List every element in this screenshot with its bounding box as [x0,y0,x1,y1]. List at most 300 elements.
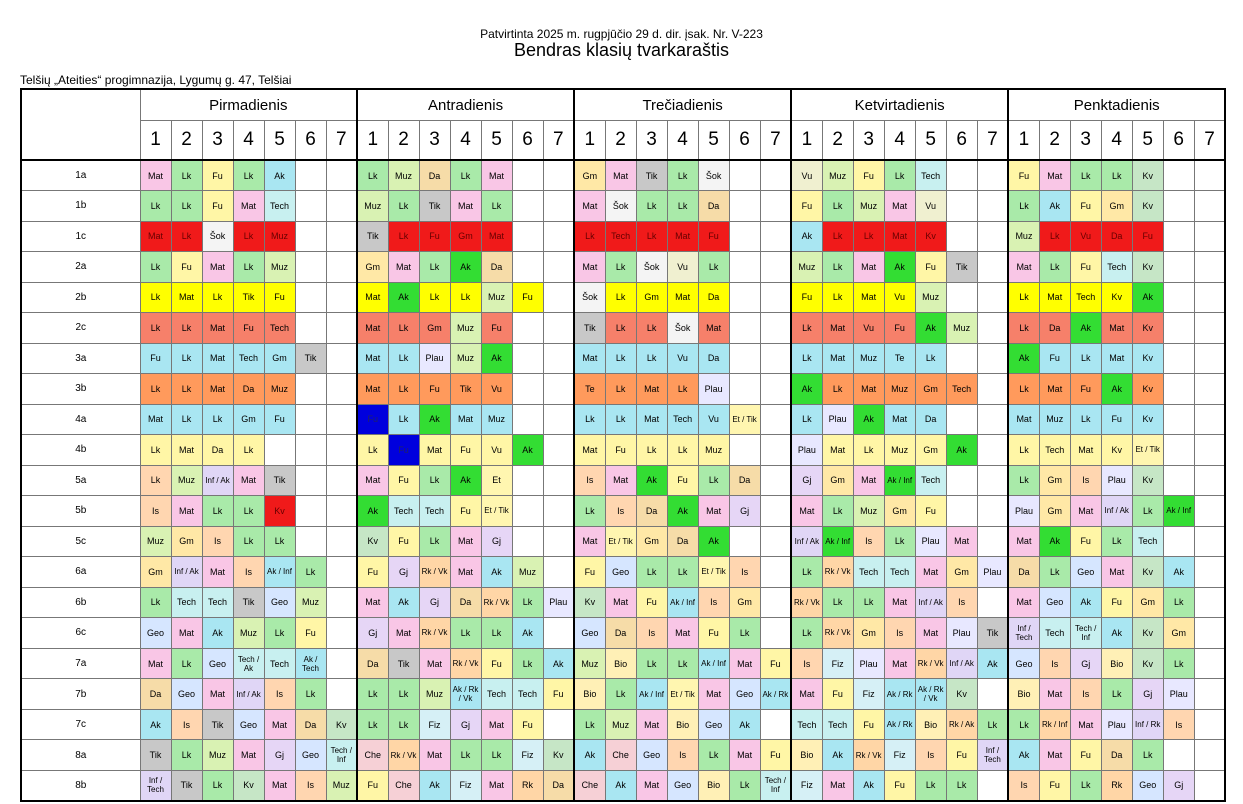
empty-cell [543,618,574,649]
lesson-cell: Geo [667,770,698,801]
lesson-cell: Rk / Vk [822,557,853,588]
lesson-cell: Gm [1039,496,1070,527]
lesson-cell: Kv [915,221,946,252]
empty-cell [1163,343,1194,374]
lesson-cell: Muz [264,252,295,283]
lesson-cell: Gm [1039,465,1070,496]
lesson-cell: Muz [915,282,946,313]
lesson-cell: Ak [1008,343,1039,374]
period-number: 7 [977,121,1008,161]
lesson-cell: Mat [698,496,729,527]
lesson-cell: Fu [357,557,388,588]
lesson-cell: Lk [233,221,264,252]
lesson-cell: Lk [729,618,760,649]
lesson-cell: Lk [1101,526,1132,557]
period-number: 6 [946,121,977,161]
lesson-cell: Geo [202,648,233,679]
lesson-cell: Lk [171,648,202,679]
lesson-cell: Lk [667,648,698,679]
lesson-cell: Fiz [512,740,543,771]
lesson-cell: Lk [419,465,450,496]
lesson-cell: Lk [1008,282,1039,313]
lesson-cell: Mat [822,770,853,801]
lesson-cell: Mat [667,282,698,313]
lesson-cell: Šok [698,160,729,191]
lesson-cell: Fu [1101,587,1132,618]
lesson-cell: Plau [419,343,450,374]
lesson-cell: Is [140,496,171,527]
lesson-cell: Mat [791,679,822,710]
empty-cell [326,587,357,618]
lesson-cell: Muz [450,343,481,374]
empty-cell [295,191,326,222]
empty-cell [1194,252,1225,283]
lesson-cell: Lk [791,313,822,344]
lesson-cell: Lk [481,191,512,222]
lesson-cell: Tik [388,648,419,679]
lesson-cell: Muz [853,496,884,527]
period-number: 1 [1008,121,1039,161]
lesson-cell: Plau [1101,709,1132,740]
lesson-cell: Lk [388,404,419,435]
class-name: 2a [21,252,140,283]
empty-cell [512,160,543,191]
lesson-cell: Ak [388,282,419,313]
lesson-cell: Ak [1163,557,1194,588]
lesson-cell: Plau [543,587,574,618]
class-name: 7c [21,709,140,740]
lesson-cell: Muz [574,648,605,679]
lesson-cell: Mat [171,435,202,466]
lesson-cell: Tech [884,557,915,588]
lesson-cell: Lk [1070,770,1101,801]
lesson-cell: Is [1008,770,1039,801]
class-name: 5b [21,496,140,527]
lesson-cell: Mat [574,252,605,283]
empty-cell [729,160,760,191]
lesson-cell: Gm [233,404,264,435]
lesson-cell: Plau [1163,679,1194,710]
lesson-cell: Mat [357,282,388,313]
lesson-cell: Mat [574,526,605,557]
lesson-cell: Kv [1132,557,1163,588]
lesson-cell: Tech [388,496,419,527]
lesson-cell: Gm [1163,618,1194,649]
lesson-cell: Tik [574,313,605,344]
lesson-cell: Mat [667,221,698,252]
lesson-cell: Šok [605,191,636,222]
empty-cell [760,282,791,313]
lesson-cell: Lk [171,191,202,222]
empty-cell [543,374,574,405]
empty-cell [326,313,357,344]
lesson-cell: Lk [202,770,233,801]
lesson-cell: Lk [636,435,667,466]
day-header-row [21,89,1225,121]
lesson-cell: Inf / Ak [915,587,946,618]
lesson-cell: Rk / Vk [419,557,450,588]
lesson-cell: Lk [853,435,884,466]
lesson-cell: Is [171,709,202,740]
period-number: 7 [326,121,357,161]
lesson-cell: Plau [791,435,822,466]
lesson-cell: Fu [419,374,450,405]
lesson-cell: Da [698,191,729,222]
lesson-cell: Mat [481,770,512,801]
empty-cell [295,221,326,252]
lesson-cell: Mat [853,252,884,283]
class-name: 6a [21,557,140,588]
empty-cell [1163,221,1194,252]
lesson-cell: Plau [915,526,946,557]
lesson-cell: Ak [481,343,512,374]
lesson-cell: Mat [605,587,636,618]
empty-cell [1163,465,1194,496]
empty-cell [326,252,357,283]
lesson-cell: Mat [1008,252,1039,283]
lesson-cell: Fu [202,191,233,222]
class-row [21,282,1225,313]
lesson-cell: Ak / Rk [884,709,915,740]
lesson-cell: Ak [915,313,946,344]
lesson-cell: Gm [171,526,202,557]
empty-cell [295,404,326,435]
lesson-cell: Tech [1101,252,1132,283]
period-number: 6 [295,121,326,161]
lesson-cell: Kv [233,770,264,801]
lesson-cell: Lk [822,221,853,252]
lesson-cell: Lk [1008,465,1039,496]
lesson-cell: Muz [605,709,636,740]
lesson-cell: Mat [450,404,481,435]
lesson-cell: Rk [1101,770,1132,801]
lesson-cell: Lk [636,343,667,374]
lesson-cell: Ak [605,770,636,801]
lesson-cell: Rk / Vk [450,648,481,679]
lesson-cell: Mat [264,770,295,801]
empty-cell [977,191,1008,222]
lesson-cell: Ak [1039,191,1070,222]
lesson-cell: Inf / Ak [1101,496,1132,527]
lesson-cell: Mat [202,343,233,374]
lesson-cell: Tik [977,618,1008,649]
lesson-cell: Tech [481,679,512,710]
empty-cell [729,526,760,557]
lesson-cell: Gm [140,557,171,588]
lesson-cell: Fu [481,313,512,344]
lesson-cell: Lk [822,191,853,222]
empty-cell [543,221,574,252]
empty-cell [1194,191,1225,222]
empty-cell [295,252,326,283]
lesson-cell: Tech [264,648,295,679]
lesson-cell: Lk [574,404,605,435]
lesson-cell: Mat [667,618,698,649]
lesson-cell: Tech [915,465,946,496]
lesson-cell: Lk [605,404,636,435]
lesson-cell: Ak / Inf [698,648,729,679]
lesson-cell: Ak [946,435,977,466]
lesson-cell: Is [1039,648,1070,679]
lesson-cell: Da [667,526,698,557]
lesson-cell: Mat [605,465,636,496]
lesson-cell: Muz [481,282,512,313]
lesson-cell: Fu [791,191,822,222]
empty-cell [512,496,543,527]
lesson-cell: Ak / Tech [295,648,326,679]
lesson-cell: Is [1070,465,1101,496]
empty-cell [512,526,543,557]
lesson-cell: Lk [202,282,233,313]
empty-cell [295,435,326,466]
empty-cell [543,557,574,588]
lesson-cell: Kv [574,587,605,618]
lesson-cell: Plau [822,404,853,435]
lesson-cell: Da [295,709,326,740]
empty-cell [729,191,760,222]
class-row [21,618,1225,649]
class-name: 2b [21,282,140,313]
lesson-cell: Fu [1070,374,1101,405]
lesson-cell: Vu [698,404,729,435]
lesson-cell: Mat [419,435,450,466]
lesson-cell: Fu [512,709,543,740]
lesson-cell: Kv [1101,435,1132,466]
lesson-cell: Mat [233,465,264,496]
lesson-cell: Muz [264,374,295,405]
lesson-cell: Mat [202,374,233,405]
period-number: 3 [419,121,450,161]
empty-cell [543,252,574,283]
lesson-cell: Mat [1070,496,1101,527]
lesson-cell: Fu [450,496,481,527]
lesson-cell: Geo [1070,557,1101,588]
period-number: 4 [233,121,264,161]
empty-cell [1194,496,1225,527]
lesson-cell: Lk [388,221,419,252]
lesson-cell: Lk [357,679,388,710]
lesson-cell: Tech [202,587,233,618]
empty-cell [326,160,357,191]
class-row [21,587,1225,618]
lesson-cell: Vu [853,313,884,344]
class-row [21,313,1225,344]
lesson-cell: Mat [171,282,202,313]
lesson-cell: Mat [636,709,667,740]
lesson-cell: Fiz [419,709,450,740]
lesson-cell: Mat [1070,709,1101,740]
empty-cell [543,343,574,374]
empty-cell [946,343,977,374]
lesson-cell: Geo [295,740,326,771]
lesson-cell: Muz [295,587,326,618]
lesson-cell: Mat [140,404,171,435]
lesson-cell: Mat [853,374,884,405]
lesson-cell: Gm [419,313,450,344]
lesson-cell: Gj [450,709,481,740]
lesson-cell: Fu [1132,221,1163,252]
period-number: 5 [1132,121,1163,161]
empty-cell [512,252,543,283]
lesson-cell: Lk [822,374,853,405]
empty-cell [1163,740,1194,771]
lesson-cell: Fu [1039,770,1070,801]
class-name: 5a [21,465,140,496]
empty-cell [760,465,791,496]
empty-cell [977,435,1008,466]
lesson-cell: Rk / Inf [1039,709,1070,740]
lesson-cell: Lk [636,557,667,588]
lesson-cell: Rk / Vk [481,587,512,618]
lesson-cell: Lk [450,160,481,191]
lesson-cell: Mat [822,343,853,374]
empty-cell [326,557,357,588]
lesson-cell: Geo [1008,648,1039,679]
lesson-cell: Lk [233,435,264,466]
lesson-cell: Da [1101,740,1132,771]
lesson-cell: Plau [1008,496,1039,527]
day-header: Trečiadienis [574,89,791,121]
lesson-cell: Mat [915,557,946,588]
lesson-cell: Ak [481,557,512,588]
lesson-cell: Lk [574,709,605,740]
period-number: 4 [450,121,481,161]
empty-cell [326,679,357,710]
empty-cell [729,252,760,283]
lesson-cell: Mat [884,648,915,679]
lesson-cell: Tik [233,282,264,313]
lesson-cell: Da [605,618,636,649]
empty-cell [760,404,791,435]
empty-cell [264,435,295,466]
lesson-cell: Fu [636,587,667,618]
lesson-cell: Bio [698,770,729,801]
lesson-cell: Lk [636,313,667,344]
empty-cell [977,587,1008,618]
class-name: 7a [21,648,140,679]
empty-cell [760,618,791,649]
lesson-cell: Mat [915,618,946,649]
empty-cell [977,252,1008,283]
lesson-cell: Lk [884,526,915,557]
lesson-cell: Fu [543,679,574,710]
period-number: 1 [357,121,388,161]
lesson-cell: Lk [605,679,636,710]
lesson-cell: Kv [946,679,977,710]
empty-cell [1194,374,1225,405]
lesson-cell: Lk [1008,313,1039,344]
lesson-cell: Gm [450,221,481,252]
lesson-cell: Lk [915,343,946,374]
lesson-cell: Muz [450,313,481,344]
lesson-cell: Che [605,740,636,771]
lesson-cell: Gm [884,496,915,527]
lesson-cell: Mat [202,313,233,344]
page-title: Bendras klasių tvarkaraštis [513,40,730,60]
lesson-cell: Ak [822,740,853,771]
lesson-cell: Tech [419,496,450,527]
empty-cell [760,313,791,344]
lesson-cell: Lk [233,160,264,191]
lesson-cell: Fu [419,221,450,252]
day-header: Antradienis [357,89,574,121]
lesson-cell: Plau [1101,465,1132,496]
lesson-cell: Mat [1008,404,1039,435]
empty-cell [729,343,760,374]
lesson-cell: Muz [698,435,729,466]
lesson-cell: Lk [1163,648,1194,679]
lesson-cell: Mat [202,252,233,283]
lesson-cell: Geo [636,740,667,771]
lesson-cell: Muz [388,160,419,191]
lesson-cell: Vu [481,374,512,405]
empty-cell [543,191,574,222]
lesson-cell: Fu [1070,191,1101,222]
lesson-cell: Lk [140,587,171,618]
lesson-cell: Vu [791,160,822,191]
empty-cell [760,343,791,374]
period-number: 3 [636,121,667,161]
lesson-cell: Mat [1039,740,1070,771]
empty-cell [1163,374,1194,405]
lesson-cell: Ak [884,252,915,283]
empty-cell [729,221,760,252]
class-row [21,374,1225,405]
empty-cell [1163,252,1194,283]
class-row [21,709,1225,740]
lesson-cell: Ak [357,496,388,527]
lesson-cell: Rk / Vk [791,587,822,618]
lesson-cell: Is [791,648,822,679]
lesson-cell: Muz [171,465,202,496]
empty-cell [1194,557,1225,588]
lesson-cell: Gm [915,374,946,405]
lesson-cell: Lk [1132,496,1163,527]
class-row [21,404,1225,435]
lesson-cell: Mat [822,435,853,466]
lesson-cell: Mat [450,191,481,222]
lesson-cell: Lk [450,282,481,313]
lesson-cell: Kv [1132,343,1163,374]
lesson-cell: Ak [140,709,171,740]
lesson-cell: Lk [1101,679,1132,710]
lesson-cell: Tech [171,587,202,618]
class-row [21,191,1225,222]
lesson-cell: Et / Tik [1132,435,1163,466]
lesson-cell: Mat [1070,435,1101,466]
lesson-cell: Ak [450,252,481,283]
lesson-cell: Gj [419,587,450,618]
lesson-cell: Fu [1039,343,1070,374]
lesson-cell: Inf / Rk [1132,709,1163,740]
lesson-cell: Lk [698,252,729,283]
empty-cell [1194,313,1225,344]
empty-cell [1194,343,1225,374]
lesson-cell: Lk [1101,160,1132,191]
lesson-cell: Lk [388,191,419,222]
lesson-cell: Lk [295,679,326,710]
lesson-cell: Lk [171,740,202,771]
lesson-cell: Muz [419,679,450,710]
class-name: 6b [21,587,140,618]
lesson-cell: Fu [1070,526,1101,557]
lesson-cell: Mat [1101,313,1132,344]
lesson-cell: Rk / Vk [915,648,946,679]
lesson-cell: Lk [667,557,698,588]
lesson-cell: Tech / Inf [760,770,791,801]
lesson-cell: Mat [636,770,667,801]
lesson-cell: Ak [729,709,760,740]
